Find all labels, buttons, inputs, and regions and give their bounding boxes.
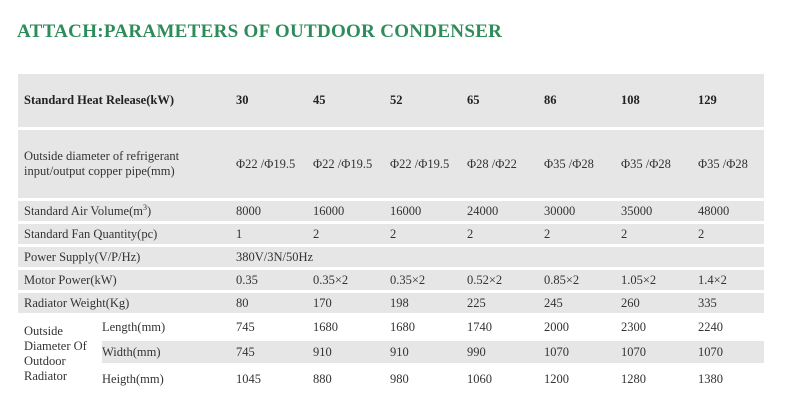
- motor-power-row: [18, 270, 764, 290]
- header-value: 129: [698, 74, 764, 127]
- cell: 2000: [544, 319, 569, 334]
- power-supply-row: [18, 247, 764, 267]
- row-label: Motor Power(kW): [18, 270, 236, 290]
- cell: 80: [236, 293, 313, 313]
- cell: 0.52×2: [467, 270, 544, 290]
- row-label: Width(mm): [102, 341, 236, 363]
- cell: 16000: [313, 201, 390, 221]
- row-label: Outside diameter of refrigerant input/output copper pipe(mm): [18, 130, 236, 198]
- fan-quantity-row: [18, 224, 764, 244]
- cell: 225: [467, 293, 544, 313]
- row-label: Power Supply(V/P/Hz): [18, 247, 236, 267]
- dimensions-label: Outside Diameter Of Outdoor Radiator: [18, 316, 102, 392]
- cell: Φ22 /Φ19.5: [390, 130, 467, 198]
- cell: 910: [313, 341, 390, 363]
- row-label: Standard Air $Volume(m^3)$: [18, 201, 236, 221]
- row-label: Standard Fan Quantity(pc): [18, 224, 236, 244]
- cell: 1070: [621, 341, 698, 363]
- cell: 380V/3N/50Hz: [236, 247, 764, 267]
- cell: 745: [236, 319, 255, 334]
- cell: 2240: [698, 319, 723, 334]
- cell: 990: [467, 341, 544, 363]
- cell: 170: [313, 293, 390, 313]
- cell: 48000: [698, 201, 764, 221]
- header-value: 45: [313, 74, 390, 127]
- cell: 245: [544, 293, 621, 313]
- cell: 1.05×2: [621, 270, 698, 290]
- cell: 198: [390, 293, 467, 313]
- page-title: ATTACH:PARAMETERS OF OUTDOOR CONDENSER: [17, 21, 503, 42]
- header-value: 65: [467, 74, 544, 127]
- cell: 1380: [698, 371, 723, 386]
- cell: 16000: [390, 201, 467, 221]
- cell: Φ35 /Φ28: [621, 130, 698, 198]
- cell: 910: [390, 341, 467, 363]
- header-label: Standard Heat Release(kW): [18, 74, 236, 127]
- cell: 2: [698, 224, 764, 244]
- cell: 1680: [390, 319, 415, 334]
- width-row: [18, 341, 764, 363]
- pipe-row: [18, 130, 764, 198]
- header-row: [18, 74, 764, 127]
- cell: 35000: [621, 201, 698, 221]
- cell: 1740: [467, 319, 492, 334]
- row-label: Heigth(mm): [102, 371, 164, 386]
- length-row: [18, 316, 764, 338]
- cell: 24000: [467, 201, 544, 221]
- cell: 1.4×2: [698, 270, 764, 290]
- cell: Φ35 /Φ28: [698, 130, 764, 198]
- cell: 2300: [621, 319, 646, 334]
- cell: 1060: [467, 371, 492, 386]
- cell: 1070: [698, 341, 764, 363]
- cell: 0.35: [236, 270, 313, 290]
- header-value: 86: [544, 74, 621, 127]
- cell: 980: [390, 371, 409, 386]
- cell: 2: [313, 224, 390, 244]
- cell: 30000: [544, 201, 621, 221]
- cell: Φ35 /Φ28: [544, 130, 621, 198]
- height-row: [18, 366, 764, 392]
- cell: 260: [621, 293, 698, 313]
- cell: Φ22 /Φ19.5: [236, 130, 313, 198]
- cell: 0.35×2: [390, 270, 467, 290]
- cell: 1070: [544, 341, 621, 363]
- cell: 1280: [621, 371, 646, 386]
- cell: 0.85×2: [544, 270, 621, 290]
- cell: 2: [390, 224, 467, 244]
- cell: Φ22 /Φ19.5: [313, 130, 390, 198]
- header-value: 30: [236, 74, 313, 127]
- cell: 745: [236, 341, 313, 363]
- cell: 880: [313, 371, 332, 386]
- cell: 335: [698, 293, 764, 313]
- cell: 2: [544, 224, 621, 244]
- cell: 1: [236, 224, 313, 244]
- cell: Φ28 /Φ22: [467, 130, 544, 198]
- air-volume-row: [18, 201, 764, 221]
- header-value: 52: [390, 74, 467, 127]
- cell: 1200: [544, 371, 569, 386]
- radiator-weight-row: [18, 293, 764, 313]
- cell: 8000: [236, 201, 313, 221]
- cell: 2: [467, 224, 544, 244]
- cell: 2: [621, 224, 698, 244]
- cell: 1680: [313, 319, 338, 334]
- condenser-parameters-table: [18, 74, 764, 392]
- cell: 0.35×2: [313, 270, 390, 290]
- header-value: 108: [621, 74, 698, 127]
- row-label: Radiator Weight(Kg): [18, 293, 236, 313]
- cell: 1045: [236, 371, 261, 386]
- row-label: Length(mm): [102, 319, 166, 334]
